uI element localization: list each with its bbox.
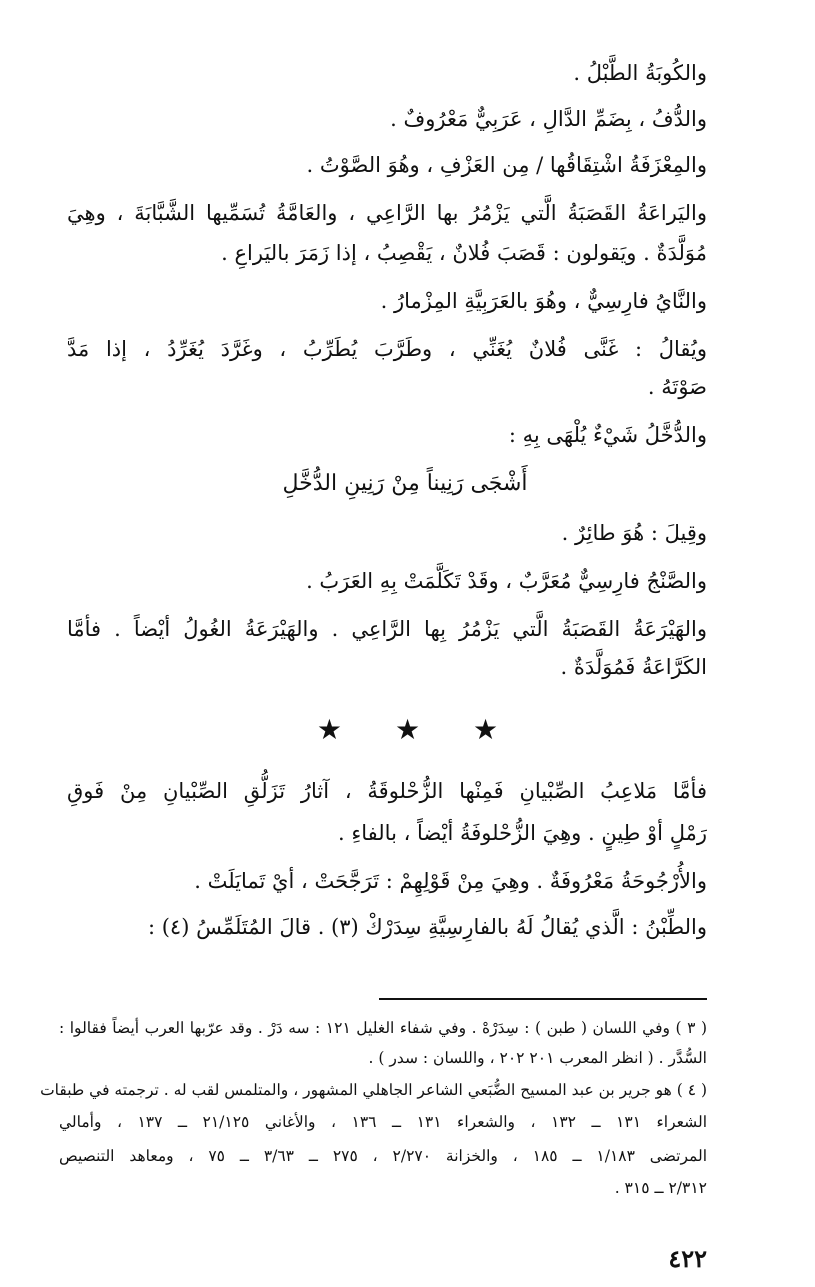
text-line-karraa: الكَرَّاعَةُ فَمُوَلَّدَةٌ . xyxy=(560,655,707,679)
text-line-tibn: والطِّبْنُ : الَّذي يُقالُ لَهُ بالفارِسِيَّةِ سِدَرْكْ (٣) . قالَ المُتَلَمِّسُ (٤) : xyxy=(147,915,707,939)
text-line-yaraa: واليَراعَةُ القَصَبَةُ الَّتي يَزْمُرُ بها الرَّاعِي ، والعَامَّةُ تُسَمِّيها الشَّبَّابَةَ ، وهِيَ xyxy=(67,201,707,225)
footnote-4-line-3: المرتضى ١/١٨٣ ــ ١٨٥ ، والخزانة ٢/٢٧٠ ، ٢٧٥ ــ ٣/٦٣ ــ ٧٥ ، ومعاهد التنصيص xyxy=(59,1147,708,1165)
text-line-ghanna-cont: صَوْتَهُ . xyxy=(647,375,707,399)
text-line-malaib-cont: رَمْلٍ أوْ طِينٍ . وهِيَ الزُّحْلوفَةُ أيْضاً ، بالفاءِ . xyxy=(338,821,707,845)
text-line-malaib: فأمَّا مَلاعِبُ الصِّبْيانِ فَمِنْها الزُّحْلوقَةُ ، آثارُ تَزَلُّقِ الصِّبْيانِ مِنْ فَوقِ xyxy=(67,779,707,803)
text-line-yaraa-cont: مُوَلَّدَةٌ . ويَقولون : قَصَبَ فُلانٌ ، يَقْصِبُ ، إذا زَمَرَ باليَراعِ . xyxy=(221,241,707,265)
text-line-dukhkhal: والدُّخَّلُ شَيْءٌ يُلْهَى بِهِ : xyxy=(508,423,707,447)
footnote-4-line-4: ٢/٣١٢ ــ ٣١٥ . xyxy=(614,1179,707,1197)
star-icon: ★ xyxy=(472,713,499,746)
text-line-mizafa: والمِعْزَفَةُ اشْتِقَاقُها / مِن العَزْفِ ، وهُوَ الصَّوْتُ . xyxy=(306,153,707,177)
footnote-4-line-1: ( ٤ ) هو جرير بن عبد المسيح الضُّبَعي الشاعر الجاهلي المشهور ، والمتلمس لقب له . ترجمته في طبقات xyxy=(40,1081,707,1099)
text-line-qila: وقِيلَ : هُوَ طائِرٌ . xyxy=(561,521,707,545)
poetry-verse: أَشْجَى رَنِيناً مِنْ رَنِينِ الدُّخَّلِ xyxy=(282,471,528,496)
page-number: ٤٢٢ xyxy=(668,1244,707,1273)
star-icon: ★ xyxy=(394,713,421,746)
text-line-duff: والدُّفُ ، بِضَمِّ الدَّالِ ، عَرَبِيٌّ مَعْرُوفٌ . xyxy=(390,107,707,131)
footnote-3-line-2: السُّدَّر . ( انظر المعرب ٢٠١ ٢٠٢ ، واللسان : سدر ) . xyxy=(368,1049,707,1067)
star-icon: ★ xyxy=(316,713,343,746)
text-line-sanj: والصَّنْجُ فارِسِيٌّ مُعَرَّبٌ ، وقَدْ تَكَلَّمَتْ بِهِ العَرَبُ . xyxy=(306,569,707,593)
text-line-hayraa: والهَيْرَعَةُ القَصَبَةُ الَّتي يَزْمُرُ بِها الرَّاعِي . والهَيْرَعَةُ الغُولُ أيْضاً . فأمَّا xyxy=(67,617,707,641)
text-line-urjuha: والأُرْجُوحَةُ مَعْرُوفَةٌ . وهِيَ مِنْ قَوْلِهِمْ : تَرَجَّحَتْ ، أيْ تَمايَلَتْ . xyxy=(194,869,707,893)
footnote-3-line-1: ( ٣ ) وفي اللسان ( طبن ) : سِدَرْهْ . وفي شفاء الغليل ١٢١ : سه دَرْ . وقد عرّبها العرب أيضاً فقالوا : xyxy=(59,1019,707,1037)
footnote-4-line-2: الشعراء ١٣١ ــ ١٣٢ ، والشعراء ١٣١ ــ ١٣٦ ، والأغاني ٢١/١٢٥ ــ ١٣٧ ، وأمالي xyxy=(59,1113,708,1131)
text-line-nay: والنَّايُ فارِسِيٌّ ، وهُوَ بالعَرَبِيَّةِ المِزْمارُ . xyxy=(380,289,707,313)
text-line-kuba: والكُوبَةُ الطَّبْلُ . xyxy=(573,61,707,85)
text-line-ghanna: ويُقالُ : غَنَّى فُلانٌ يُغَنِّي ، وطَرَّبَ يُطَرِّبُ ، وغَرَّدَ يُغَرِّدُ ، إذا مَدَّ xyxy=(67,337,707,361)
section-separator xyxy=(0,712,815,748)
footnote-divider xyxy=(379,998,707,1000)
